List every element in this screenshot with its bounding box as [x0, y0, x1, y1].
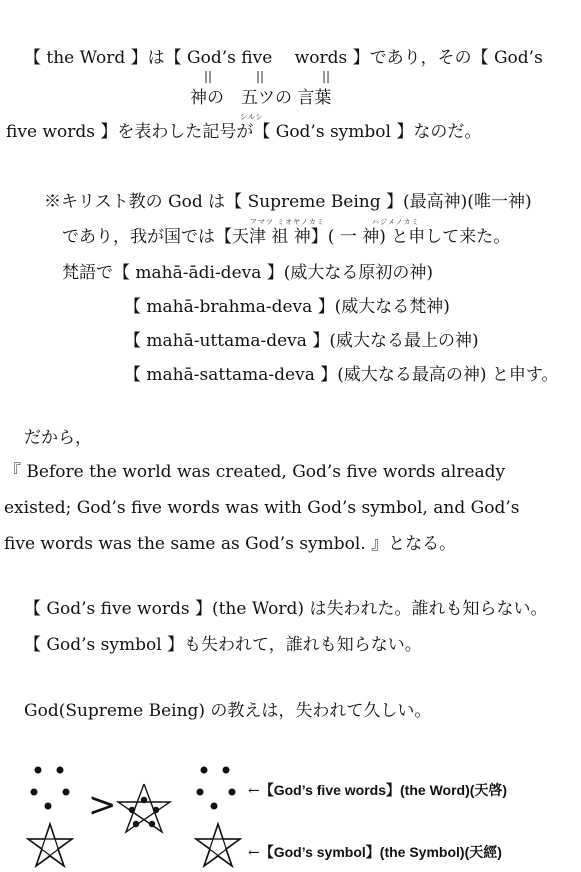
ruby-hajime: ハジメノカミ [372, 218, 420, 226]
para2-intro: だから， [24, 428, 92, 448]
para1-line2: 神の 五ツの 言葉 [190, 88, 332, 108]
note-line3: 梵語で【 mahā-ādi-deva 】(威大なる原初の神) [62, 263, 434, 283]
arrow-words [248, 779, 507, 802]
equals-mark-1: || [204, 69, 213, 83]
para2-line1: 『 Before the world was created, God’s five words already [4, 462, 506, 482]
arrow-left-icon: ← [248, 845, 260, 861]
dots-group-left [28, 762, 88, 822]
para1-line1: 【 the Word 】は【 God’s five words 】であり，その【 God’s [24, 48, 543, 68]
star-outline-right [194, 822, 244, 872]
note-line6: 【 mahā-sattama-deva 】(威大なる最高の神) と申す。 [124, 365, 559, 385]
arrow-left-icon: ← [248, 783, 260, 799]
label-gods-five-words: 【God’s five words】(the Word)(天啓) [259, 782, 508, 798]
para3-line1: 【 God’s five words 】(the Word) は失われた。誰れも知らない。 [24, 599, 548, 619]
dots-group-right [196, 762, 256, 822]
star-outline-left [26, 822, 76, 872]
note-line2: であり，我が国では【天津 祖 神】( 一 神) と申して来た。 [62, 227, 511, 247]
equals-mark-3: || [322, 69, 331, 83]
para4-line1: God(Supreme Being) の教えは，失われて久しい。 [24, 701, 432, 721]
para2-line2: existed; God’s five words was with God’s symbol, and God’s [4, 498, 520, 518]
arrow-symbol [248, 841, 502, 864]
note-line1: ※キリスト教の God は【 Supreme Being 】(最高神)(唯一神) [44, 192, 532, 212]
para3-line2: 【 God’s symbol 】も失われて，誰れも知らない。 [24, 635, 422, 655]
note-line4: 【 mahā-brahma-deva 】(威大なる梵神) [124, 297, 450, 317]
equals-mark-2: || [256, 69, 265, 83]
ruby-shirushi: シルシ [240, 113, 264, 121]
greater-than-sign: > [88, 785, 117, 825]
para1-line3: five words 】を表わした記号が【 God’s symbol 】なのだ。 [6, 122, 482, 142]
note-line5: 【 mahā-uttama-deva 】(威大なる最上の神) [124, 331, 479, 351]
para2-line3: five words was the same as God’s symbol. 』となる。 [4, 534, 457, 554]
label-gods-symbol: 【God’s symbol】(the Symbol)(天經) [259, 844, 502, 860]
star-with-dots-icon [114, 780, 174, 840]
ruby-amatsu: アマツ ミオヤノカミ [250, 218, 325, 226]
